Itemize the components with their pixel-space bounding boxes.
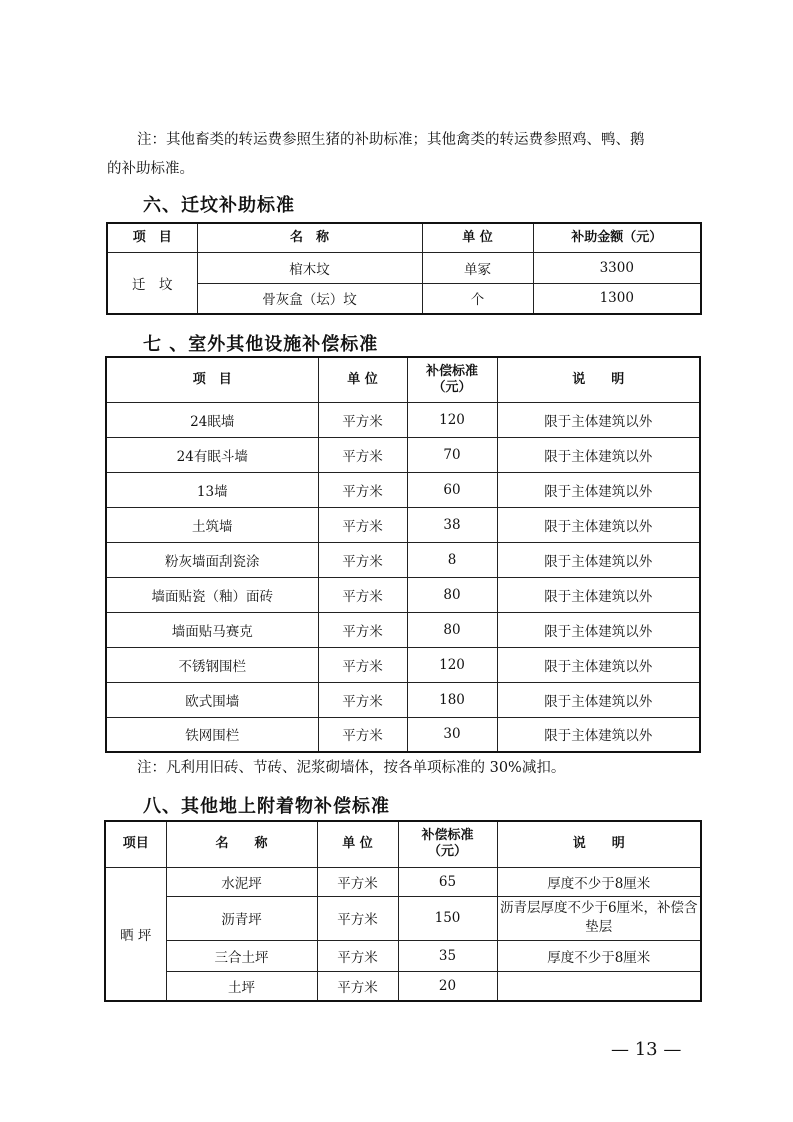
table-row bbox=[106, 647, 700, 682]
s7-cell-standard: 8 bbox=[407, 542, 497, 577]
s7-cell-standard: 60 bbox=[407, 472, 497, 507]
table-row bbox=[106, 717, 700, 752]
s6-row2-unit: 个 bbox=[422, 283, 533, 314]
s6-row2-name: 骨灰盒（坛）坟 bbox=[197, 283, 422, 314]
section7-table bbox=[105, 356, 701, 753]
s8-cell-desc bbox=[497, 971, 701, 1001]
table-row bbox=[106, 577, 700, 612]
table-row bbox=[105, 867, 701, 896]
s7-cell-item: 欧式围墙 bbox=[106, 682, 318, 717]
s8-cell-name: 水泥坪 bbox=[166, 867, 317, 896]
s7-cell-desc: 限于主体建筑以外 bbox=[497, 402, 700, 437]
s7-cell-item: 24眠墙 bbox=[106, 402, 318, 437]
table-row bbox=[106, 612, 700, 647]
s8-header-name: 名 称 bbox=[166, 821, 317, 867]
s8-group-label: 晒 坪 bbox=[105, 867, 166, 1001]
s6-header-name: 名 称 bbox=[197, 223, 422, 252]
s7-cell-unit: 平方米 bbox=[318, 507, 407, 542]
s7-cell-item: 土筑墙 bbox=[106, 507, 318, 542]
section6-title: 六、迁坟补助标准 bbox=[143, 195, 295, 216]
s6-row1-amount: 3300 bbox=[533, 252, 701, 283]
s7-cell-standard: 80 bbox=[407, 577, 497, 612]
s7-cell-unit: 平方米 bbox=[318, 402, 407, 437]
s7-cell-desc: 限于主体建筑以外 bbox=[497, 717, 700, 752]
s6-header-unit: 单 位 bbox=[422, 223, 533, 252]
table-row bbox=[106, 507, 700, 542]
s8-header-desc: 说 明 bbox=[497, 821, 701, 867]
s7-cell-unit: 平方米 bbox=[318, 647, 407, 682]
s7-cell-item: 墙面贴马赛克 bbox=[106, 612, 318, 647]
s8-header-unit: 单 位 bbox=[317, 821, 398, 867]
s7-cell-standard: 70 bbox=[407, 437, 497, 472]
s7-cell-desc: 限于主体建筑以外 bbox=[497, 612, 700, 647]
section8-title: 八、其他地上附着物补偿标准 bbox=[143, 796, 390, 817]
s8-cell-name: 沥青坪 bbox=[166, 896, 317, 940]
section6-table bbox=[106, 222, 702, 315]
s7-header-unit: 单 位 bbox=[318, 357, 407, 402]
section8-table bbox=[104, 820, 702, 1002]
table-row bbox=[106, 472, 700, 507]
s7-cell-item: 不锈钢围栏 bbox=[106, 647, 318, 682]
section7-note: 注：凡利用旧砖、节砖、泥浆砌墙体，按各单项标准的 30%减扣。 bbox=[137, 760, 566, 776]
s8-cell-desc: 厚度不少于8厘米 bbox=[497, 940, 701, 971]
s6-row1-name: 棺木坟 bbox=[197, 252, 422, 283]
s8-cell-standard: 35 bbox=[398, 940, 497, 971]
s8-cell-unit: 平方米 bbox=[317, 867, 398, 896]
s7-cell-desc: 限于主体建筑以外 bbox=[497, 437, 700, 472]
table-row bbox=[105, 971, 701, 1001]
s8-cell-unit: 平方米 bbox=[317, 896, 398, 940]
s8-cell-name: 三合土坪 bbox=[166, 940, 317, 971]
s8-header-standard-line1: 补偿标准 bbox=[421, 828, 474, 844]
s6-header-item: 项 目 bbox=[107, 223, 197, 252]
s7-cell-standard: 120 bbox=[407, 647, 497, 682]
s7-cell-item: 铁网围栏 bbox=[106, 717, 318, 752]
s6-row2-amount: 1300 bbox=[533, 283, 701, 314]
table-row bbox=[105, 896, 701, 940]
s7-cell-standard: 120 bbox=[407, 402, 497, 437]
s7-cell-unit: 平方米 bbox=[318, 577, 407, 612]
s7-header-desc: 说 明 bbox=[497, 357, 700, 402]
s7-cell-unit: 平方米 bbox=[318, 682, 407, 717]
s7-header-standard bbox=[407, 357, 497, 402]
section7-title: 七 、室外其他设施补偿标准 bbox=[143, 334, 379, 355]
s7-cell-desc: 限于主体建筑以外 bbox=[497, 507, 700, 542]
s6-row1-unit: 单冢 bbox=[422, 252, 533, 283]
s7-cell-item: 墙面贴瓷（釉）面砖 bbox=[106, 577, 318, 612]
s8-cell-standard: 20 bbox=[398, 971, 497, 1001]
s8-cell-standard: 150 bbox=[398, 896, 497, 940]
note-top-line1: 注：其他畜类的转运费参照生猪的补助标准；其他禽类的转运费参照鸡、鸭、鹅 bbox=[137, 132, 645, 148]
table-row bbox=[106, 542, 700, 577]
s7-header-item: 项 目 bbox=[106, 357, 318, 402]
s8-header-standard bbox=[398, 821, 497, 867]
table-row bbox=[106, 437, 700, 472]
s7-cell-item: 13墙 bbox=[106, 472, 318, 507]
s7-cell-unit: 平方米 bbox=[318, 612, 407, 647]
s8-cell-name: 土坪 bbox=[166, 971, 317, 1001]
s7-cell-desc: 限于主体建筑以外 bbox=[497, 577, 700, 612]
s6-header-amount: 补助金额（元） bbox=[533, 223, 701, 252]
s8-cell-desc: 沥青层厚度不少于6厘米，补偿含垫层 bbox=[497, 896, 701, 940]
s7-cell-desc: 限于主体建筑以外 bbox=[497, 647, 700, 682]
table-row bbox=[106, 402, 700, 437]
s7-cell-desc: 限于主体建筑以外 bbox=[497, 542, 700, 577]
s8-cell-unit: 平方米 bbox=[317, 940, 398, 971]
s7-cell-unit: 平方米 bbox=[318, 437, 407, 472]
s7-cell-unit: 平方米 bbox=[318, 472, 407, 507]
table-row bbox=[105, 940, 701, 971]
s8-header-standard-line2: （元） bbox=[427, 844, 467, 860]
s8-cell-desc: 厚度不少于8厘米 bbox=[497, 867, 701, 896]
s7-cell-desc: 限于主体建筑以外 bbox=[497, 472, 700, 507]
s7-header-standard-line2: （元） bbox=[432, 379, 472, 395]
s7-header-standard-line1: 补偿标准 bbox=[425, 363, 478, 379]
s6-group-label: 迁 坟 bbox=[107, 252, 197, 314]
s7-cell-item: 24有眠斗墙 bbox=[106, 437, 318, 472]
s8-cell-unit: 平方米 bbox=[317, 971, 398, 1001]
note-top-line2: 的补助标准。 bbox=[107, 161, 194, 177]
s8-header-item: 项目 bbox=[105, 821, 166, 867]
s7-cell-desc: 限于主体建筑以外 bbox=[497, 682, 700, 717]
s7-cell-unit: 平方米 bbox=[318, 717, 407, 752]
s7-cell-unit: 平方米 bbox=[318, 542, 407, 577]
s7-cell-standard: 38 bbox=[407, 507, 497, 542]
page-number: — 13 — bbox=[611, 1039, 682, 1060]
table-row bbox=[106, 682, 700, 717]
s8-cell-standard: 65 bbox=[398, 867, 497, 896]
s7-cell-standard: 180 bbox=[407, 682, 497, 717]
s7-cell-standard: 80 bbox=[407, 612, 497, 647]
s7-cell-standard: 30 bbox=[407, 717, 497, 752]
s7-cell-item: 粉灰墙面刮瓷涂 bbox=[106, 542, 318, 577]
